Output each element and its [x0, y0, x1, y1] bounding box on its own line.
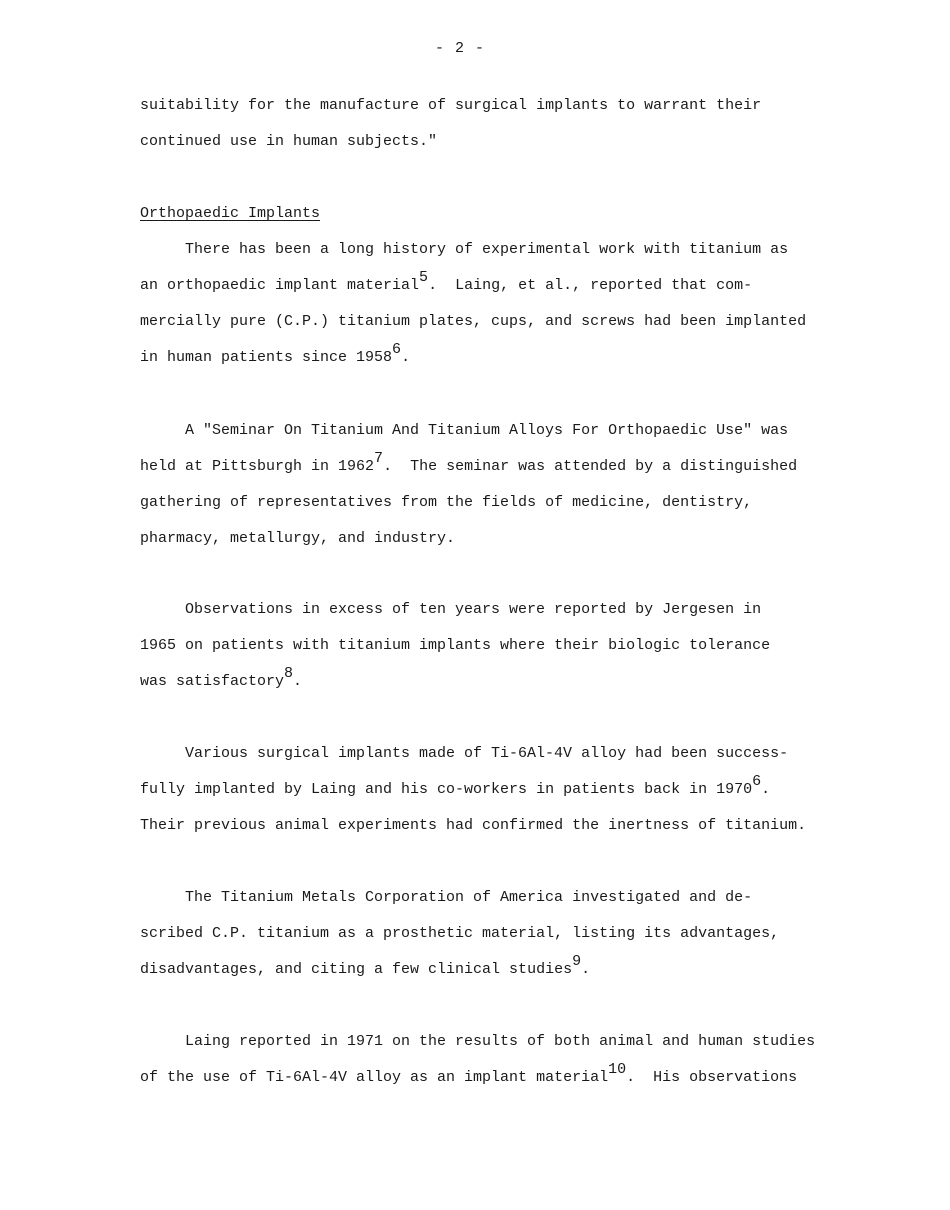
p5-line-2: scribed C.P. titanium as a prosthetic material, listing its advantages,	[140, 925, 780, 942]
p1-line-4-text-b: .	[401, 349, 411, 366]
p1-line-4-text-a: in human patients since 1958	[140, 349, 393, 366]
p1-line-1: There has been a long history of experimental work with titanium as	[185, 241, 789, 258]
page-number: - 2 -	[434, 40, 485, 57]
p5-line-1: The Titanium Metals Corporation of America investigated and de-	[185, 889, 753, 906]
footnote-ref-7: 7	[374, 450, 384, 467]
footnote-ref-8: 8	[284, 665, 294, 682]
p4-line-1: Various surgical implants made of Ti-6Al-4V alloy had been success-	[185, 745, 789, 762]
p4-line-2-text-b: .	[761, 781, 771, 798]
intro-line-2: continued use in human subjects."	[140, 133, 438, 150]
p1-line-4	[140, 341, 411, 368]
p1-line-2-text-a: an orthopaedic implant material	[140, 277, 420, 294]
p6-line-2	[140, 1061, 798, 1088]
p4-line-2-text-a: fully implanted by Laing and his co-workers in patients back in 1970	[140, 781, 753, 798]
p1-line-2-text-b: . Laing, et al., reported that com-	[428, 277, 753, 294]
p2-line-2	[140, 450, 798, 477]
p3-line-3-text-a: was satisfactory	[140, 673, 285, 690]
footnote-ref-5: 5	[419, 269, 429, 286]
footnote-ref-6b: 6	[752, 773, 762, 790]
p2-line-2-text-a: held at Pittsburgh in 1962	[140, 458, 375, 475]
p5-line-3-text-b: .	[581, 961, 591, 978]
p6-line-2-text-b: . His observations	[626, 1069, 798, 1086]
p6-line-1: Laing reported in 1971 on the results of both animal and human studies	[185, 1033, 816, 1050]
p5-line-3-text-a: disadvantages, and citing a few clinical studies	[140, 961, 573, 978]
p3-line-3	[140, 665, 303, 692]
p4-line-2	[140, 773, 771, 800]
footnote-ref-9: 9	[572, 953, 582, 970]
footnote-ref-6: 6	[392, 341, 402, 358]
p3-line-2: 1965 on patients with titanium implants where their biologic tolerance	[140, 637, 771, 654]
p6-line-2-text-a: of the use of Ti-6Al-4V alloy as an implant material	[140, 1069, 609, 1086]
p2-line-3: gathering of representatives from the fields of medicine, dentistry,	[140, 494, 753, 511]
p2-line-4: pharmacy, metallurgy, and industry.	[140, 530, 456, 547]
p2-line-2-text-b: . The seminar was attended by a distinguished	[383, 458, 798, 475]
p3-line-3-text-b: .	[293, 673, 303, 690]
p1-line-2	[140, 269, 753, 296]
p4-line-3: Their previous animal experiments had confirmed the inertness of titanium.	[140, 817, 807, 834]
footnote-ref-10: 10	[608, 1061, 627, 1078]
p5-line-3	[140, 953, 591, 980]
intro-line-1: suitability for the manufacture of surgical implants to warrant their	[140, 97, 762, 114]
p1-line-3: mercially pure (C.P.) titanium plates, cups, and screws had been implanted	[140, 313, 807, 330]
section-heading: Orthopaedic Implants	[140, 205, 321, 222]
p2-line-1: A "Seminar On Titanium And Titanium Alloys For Orthopaedic Use" was	[185, 422, 789, 439]
p3-line-1: Observations in excess of ten years were reported by Jergesen in	[185, 601, 762, 618]
